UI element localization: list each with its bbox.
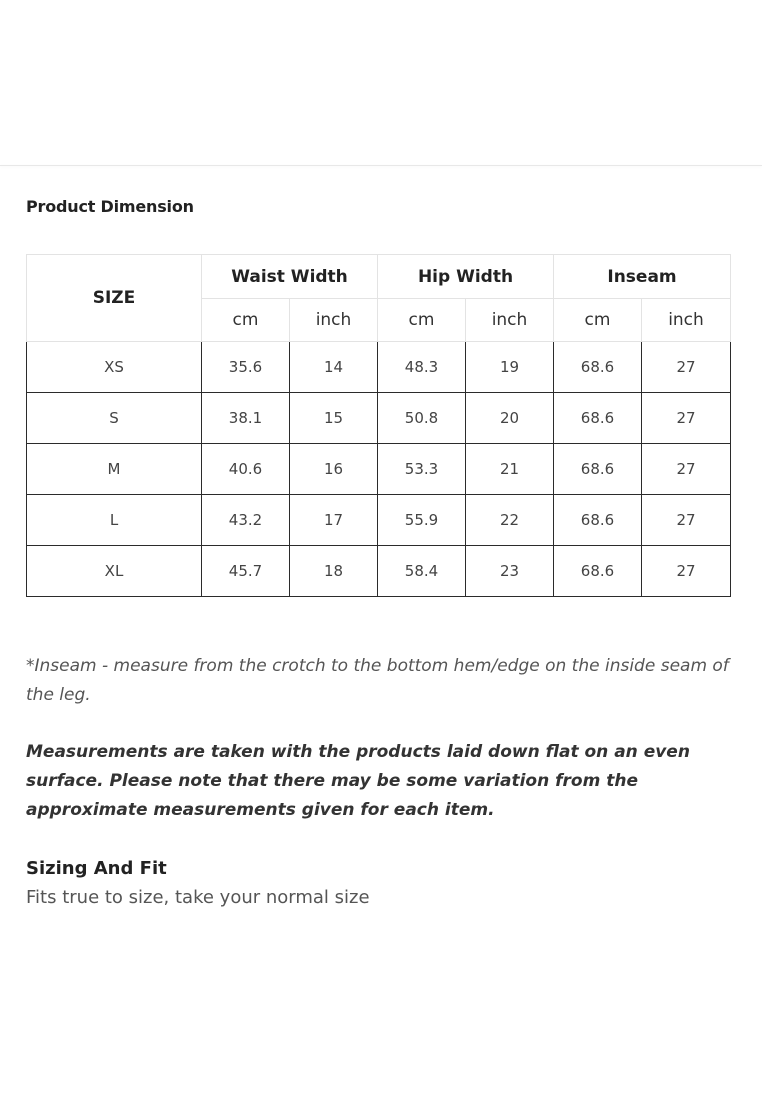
inseam-header: Inseam (554, 255, 731, 299)
table-cell: 27 (642, 546, 731, 597)
sizing-text: Fits true to size, take your normal size (26, 887, 370, 908)
table-cell: 43.2 (202, 495, 290, 546)
blank-header-area (0, 0, 762, 165)
table-cell: 18 (290, 546, 378, 597)
unit-header: cm (378, 299, 466, 342)
table-cell: 53.3 (378, 444, 466, 495)
unit-header: inch (290, 299, 378, 342)
table-row (27, 495, 731, 546)
size-cell: M (27, 444, 202, 495)
size-cell: XL (27, 546, 202, 597)
table-cell: 68.6 (554, 495, 642, 546)
table-row (27, 444, 731, 495)
table-cell: 50.8 (378, 393, 466, 444)
table-cell: 55.9 (378, 495, 466, 546)
table-cell: 20 (466, 393, 554, 444)
table-cell: 16 (290, 444, 378, 495)
table-cell: 68.6 (554, 342, 642, 393)
table-cell: 68.6 (554, 444, 642, 495)
sizing-title: Sizing And Fit (26, 858, 167, 879)
table-cell: 27 (642, 342, 731, 393)
unit-header: inch (466, 299, 554, 342)
table-row (27, 546, 731, 597)
size-column-header: SIZE (27, 255, 202, 342)
table-cell: 22 (466, 495, 554, 546)
hip-width-header: Hip Width (378, 255, 554, 299)
table-cell: 45.7 (202, 546, 290, 597)
unit-header: cm (202, 299, 290, 342)
size-chart-table (26, 254, 731, 597)
table-cell: 23 (466, 546, 554, 597)
unit-header: cm (554, 299, 642, 342)
table-cell: 58.4 (378, 546, 466, 597)
table-cell: 48.3 (378, 342, 466, 393)
table-cell: 17 (290, 495, 378, 546)
table-row (27, 393, 731, 444)
table-cell: 15 (290, 393, 378, 444)
table-cell: 40.6 (202, 444, 290, 495)
table-cell: 68.6 (554, 393, 642, 444)
table-cell: 35.6 (202, 342, 290, 393)
table-cell: 27 (642, 495, 731, 546)
table-cell: 27 (642, 393, 731, 444)
inseam-note: *Inseam - measure from the crotch to the bottom hem/edge on the inside seam of the leg. (26, 656, 729, 705)
section-title: Product Dimension (26, 197, 194, 216)
table-row (27, 342, 731, 393)
measurement-disclaimer: Measurements are taken with the products laid down flat on an even surface. Please note that there may be some variation from the approximate measurements given for each item. (26, 742, 690, 820)
table-cell: 14 (290, 342, 378, 393)
unit-header: inch (642, 299, 731, 342)
size-cell: S (27, 393, 202, 444)
table-cell: 38.1 (202, 393, 290, 444)
table-cell: 27 (642, 444, 731, 495)
size-cell: XS (27, 342, 202, 393)
table-cell: 68.6 (554, 546, 642, 597)
waist-width-header: Waist Width (202, 255, 378, 299)
table-cell: 19 (466, 342, 554, 393)
table-cell: 21 (466, 444, 554, 495)
section-divider (0, 165, 762, 166)
size-cell: L (27, 495, 202, 546)
